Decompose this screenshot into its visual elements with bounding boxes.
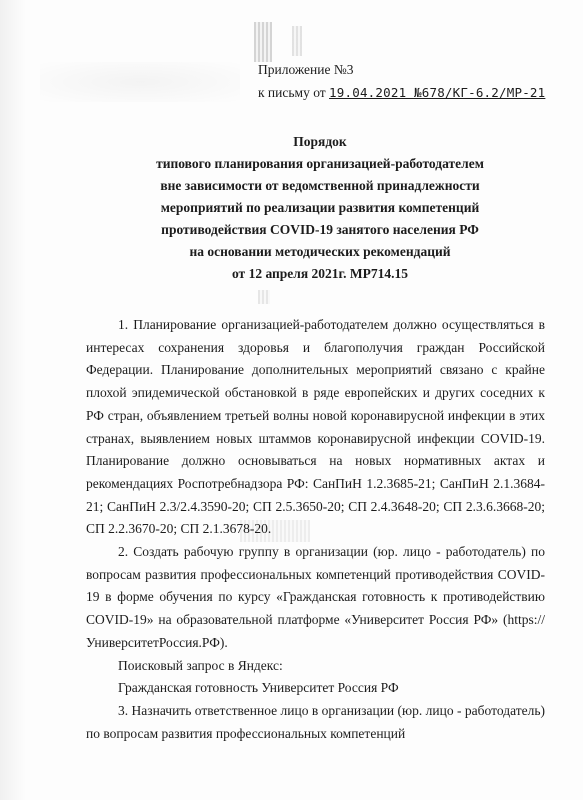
document-body [86, 314, 545, 745]
title-line: типового планирования организацией-работодателем [156, 156, 484, 171]
paragraph-3: 3. Назначить ответственное лицо в организации (юр. лицо - работодатель) по вопросам развития профессиональных компетенций [86, 702, 545, 741]
title-line: вне зависимости от ведомственной принадлежности [160, 178, 480, 193]
search-query-text: Гражданская готовность Университет Россия РФ [118, 680, 399, 696]
letter-reference [258, 83, 545, 103]
attachment-label: Приложение №3 [258, 62, 354, 77]
scan-edge-shadow [0, 0, 26, 800]
paragraph-2: 2. Создать рабочую группу в организации (юр. лицо - работодатель) по вопросам развития профессиональных компетенций противодействия COVID-19 в форме обучения по курсу «Гражданская готовность к противодействию COVID-19» на образовательной платформе «Университет Россия РФ» (https://УниверситетРоссия.РФ). [86, 544, 545, 650]
letter-reference-prefix: к письму от [258, 85, 326, 100]
letter-reference-number: 19.04.2021 №678/КГ-6.2/МР-21 [329, 85, 546, 100]
title-line: от 12 апреля 2021г. МР714.15 [231, 266, 409, 281]
title-line: Порядок [293, 134, 347, 149]
title-line: на основании методических рекомендаций [189, 244, 451, 259]
scan-artifact [258, 290, 270, 304]
document-title [90, 131, 550, 285]
search-query-label: Поисковый запрос в Яндекс: [118, 657, 283, 673]
title-line: мероприятий по реализации развития компетенций [160, 200, 480, 215]
paragraph-1: 1. Планирование организацией-работодателем должно осуществляться в интересах сохранения здоровья и благополучия граждан Российской Федерации. Планирование дополнительных мероприятий связано с крайне плохой эпидемической обстановкой в ряде европейских и других соседних к РФ стран, объявлением третьей волны новой коронавирусной инфекции в этих странах, выявлением новых штаммов коронавирусной инфекции COVID-19. Планирование должно основываться на новых нормативных актах и рекомендациях Роспотребнадзора РФ: СанПиН 1.2.3685-21; СанПиН 2.1.3684-21; СанПиН 2.3/2.4.3590-20; СП 2.5.3650-20; СП 2.4.3648-20; СП 2.3.6.3668-20; СП 2.2.3670-20; СП 2.1.3678-20. [86, 317, 545, 537]
scan-artifact [254, 22, 272, 62]
scan-smudge [40, 62, 240, 102]
scan-artifact [292, 26, 302, 56]
title-line: противодействия COVID-19 занятого населения РФ [161, 222, 479, 237]
